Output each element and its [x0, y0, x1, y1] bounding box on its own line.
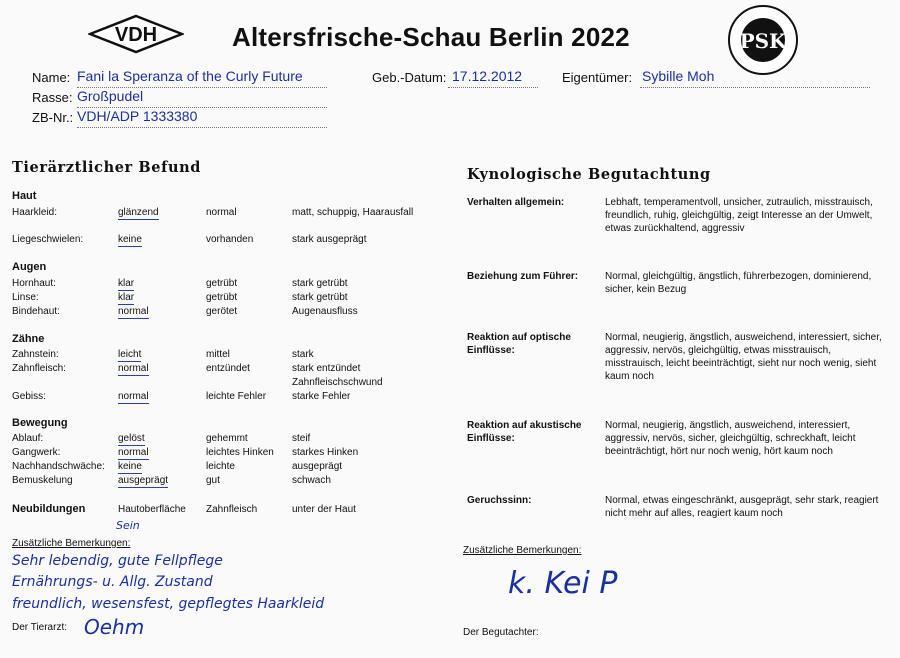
kyno-remarks-handwriting: k. Kei P [508, 566, 618, 601]
vet-row-option-1: klar [118, 278, 135, 289]
vet-remarks-label: Zusätzliche Bemerkungen: [12, 538, 131, 549]
group-zaehne: Zähne [12, 333, 45, 345]
vet-row-option-3: stark [292, 349, 314, 360]
vet-row-label: Ablauf: [12, 433, 44, 444]
vet-row-option-1: glänzend [118, 207, 159, 218]
zb-value: VDH/ADP 1333380 [77, 108, 198, 124]
neubildung-option-3: unter der Haut [292, 504, 356, 515]
vet-row-option-2: mittel [206, 349, 230, 360]
vet-row-option-2: getrübt [206, 278, 238, 289]
vet-row-option-1: ausgeprägt [118, 475, 169, 486]
vet-signature: Oehm [84, 615, 145, 639]
vdh-logo [88, 14, 184, 54]
vet-signer-label: Der Tierarzt: [12, 622, 68, 633]
breed-label: Rasse: [32, 90, 73, 105]
name-value: Fani la Speranza of the Curly Future [77, 68, 303, 84]
vet-row-option-1: gelöst [118, 433, 145, 444]
kyno-row-label: Beziehung zum Führer: [467, 271, 579, 282]
handwritten-note-small: Sein [116, 519, 140, 532]
kyno-row-label: Reaktion auf akustische Einflüsse: [467, 420, 582, 444]
vet-row-option-1: normal [118, 391, 149, 402]
vet-row-option-3: Augenausfluss [292, 306, 358, 317]
kyno-row-options: Normal, neugierig, ängstlich, ausweichend, interessiert, aggressiv, nervös, sicher, gleichgültig, schreckhaft, leicht beeinträchtigt, hört nur noch wenig, hört kaum noch [605, 420, 856, 457]
breed-value: Großpudel [77, 88, 144, 104]
vet-row-label: Bindehaut: [12, 306, 60, 317]
vet-row-label: Haarkleid: [12, 207, 58, 218]
vet-heading: Tierärztlicher Befund [12, 159, 201, 176]
kyno-signer-label: Der Begutachter: [463, 627, 539, 638]
vet-row-option-2: leichtes Hinken [206, 447, 274, 458]
zb-line [77, 126, 327, 128]
vet-row-option-3: starke Fehler [292, 391, 351, 402]
birth-line [448, 86, 538, 88]
vet-row-option-3: stark getrübt [292, 292, 348, 303]
neubildung-option-1: Hautoberfläche [118, 504, 186, 515]
kyno-row-options: Normal, neugierig, ängstlich, ausweichend, interessiert, sicher, aggressiv, nervös, gleichgültig, etwas misstrauisch, misstrauisch, leicht beeinträchtigt, sieht nur noch wenig, sieht kaum noch [605, 332, 882, 382]
kyno-row-options: Normal, etwas eingeschränkt, ausgeprägt, sehr stark, reagiert nicht mehr auf alles, reagiert kaum noch [605, 495, 879, 519]
kyno-row-label: Geruchssinn: [467, 495, 532, 506]
vet-row-label: Zahnfleisch: [12, 363, 66, 374]
vet-row-option-2: leichte [206, 461, 235, 472]
svg-text:VDH: VDH [114, 24, 158, 46]
vet-row-option-1: normal [118, 363, 149, 374]
group-bewegung: Bewegung [12, 417, 68, 429]
vet-row-option-3: matt, schuppig, Haarausfall [292, 207, 414, 218]
vet-row-option-1: normal [118, 306, 149, 317]
vet-row-option-3: stark ausgeprägt [292, 234, 367, 245]
vet-row-option-3: schwach [292, 475, 331, 486]
vet-row-option-2: normal [206, 207, 237, 218]
vet-row-option-2: gut [206, 475, 220, 486]
vet-row-label: Nachhandschwäche: [12, 461, 105, 472]
kyno-row-options: Normal, gleichgültig, ängstlich, führerbezogen, dominierend, sicher, kein Bezug [605, 271, 872, 295]
vet-row-label: Bemuskelung [12, 475, 73, 486]
vet-row-option-2: vorhanden [206, 234, 254, 245]
vet-row-label: Hornhaut: [12, 278, 56, 289]
kyno-heading: Kynologische Begutachtung [467, 166, 711, 183]
birth-value: 17.12.2012 [452, 68, 523, 84]
vet-row-option-2: gehemmt [206, 433, 248, 444]
vet-row-option-1: keine [118, 461, 142, 472]
vet-row-option-3: Zahnfleischschwund [292, 377, 383, 388]
group-haut: Haut [12, 190, 37, 202]
club-seal-logo [727, 4, 799, 76]
birth-label: Geb.-Datum: [372, 70, 447, 85]
vet-row-option-2: getrübt [206, 292, 238, 303]
vet-remarks-line-1: Sehr lebendig, gute Fellpflege [12, 553, 223, 569]
vet-row-option-1: normal [118, 447, 149, 458]
vet-row-option-3: starkes Hinken [292, 447, 359, 458]
vet-row-label: Linse: [12, 292, 39, 303]
vet-row-option-2: leichte Fehler [206, 391, 267, 402]
vet-row-option-3: stark entzündet [292, 363, 361, 374]
vet-row-option-1: klar [118, 292, 135, 303]
owner-label: Eigentümer: [562, 70, 633, 85]
kyno-row-label: Reaktion auf optische Einflüsse: [467, 332, 571, 356]
owner-value: Sybille Moh [642, 68, 715, 84]
kyno-row-options: Lebhaft, temperamentvoll, unsicher, zutraulich, misstrauisch, freundlich, ruhig, gleichgültig, zeigt Interesse an der Umwelt, etwas zurückhaltend, aggressiv [605, 197, 873, 234]
kyno-remarks-label: Zusätzliche Bemerkungen: [463, 545, 582, 556]
kyno-row-label: Verhalten allgemein: [467, 197, 565, 208]
vet-row-label: Gebiss: [12, 391, 46, 402]
svg-text:PSK: PSK [739, 29, 787, 53]
vet-row-option-3: steif [292, 433, 311, 444]
name-label: Name: [32, 70, 71, 85]
zb-label: ZB-Nr.: [32, 110, 74, 125]
vet-row-option-2: entzündet [206, 363, 250, 374]
vet-remarks-line-3: freundlich, wesensfest, gepflegtes Haarkleid [12, 596, 325, 612]
page-title: Altersfrische-Schau Berlin 2022 [232, 22, 630, 52]
vet-row-option-2: gerötet [206, 306, 238, 317]
vet-row-option-1: keine [118, 234, 142, 245]
owner-line [640, 86, 870, 88]
vet-row-option-3: stark getrübt [292, 278, 348, 289]
vet-row-option-1: leicht [118, 349, 142, 360]
vet-row-label: Gangwerk: [12, 447, 61, 458]
group-neubildungen: Neubildungen [12, 503, 86, 515]
neubildung-option-2: Zahnfleisch [206, 504, 258, 515]
vet-remarks-line-2: Ernährungs- u. Allg. Zustand [12, 574, 213, 590]
vet-row-option-3: ausgeprägt [292, 461, 343, 472]
vet-row-label: Zahnstein: [12, 349, 59, 360]
group-augen: Augen [12, 261, 47, 273]
vet-row-label: Liegeschwielen: [12, 234, 84, 245]
